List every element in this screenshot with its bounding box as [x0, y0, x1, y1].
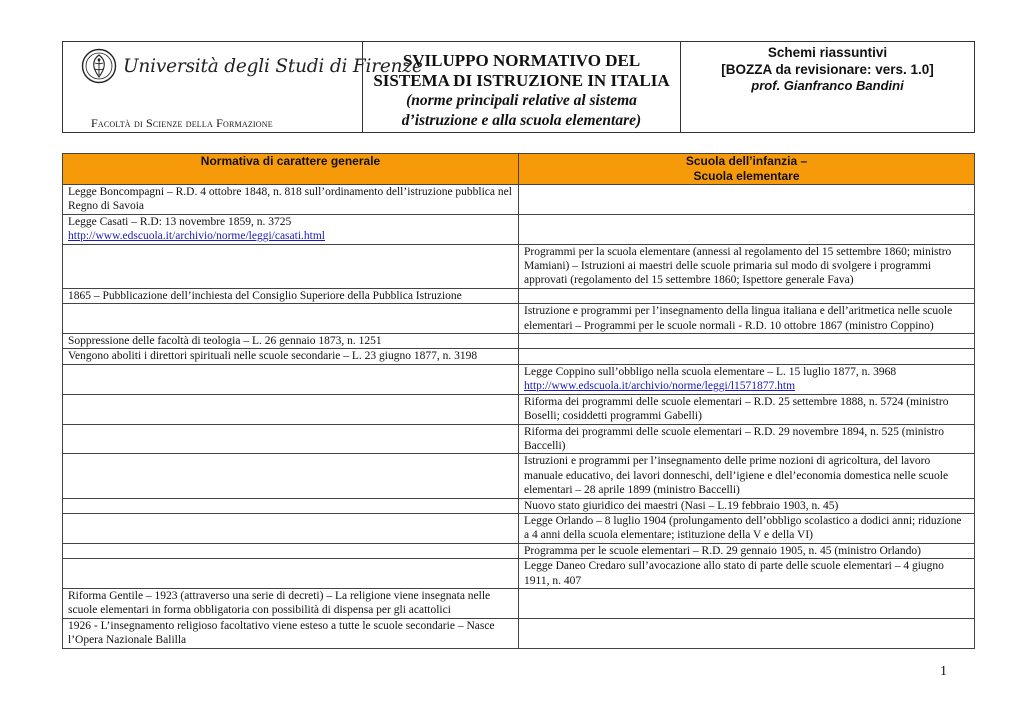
- norm-text: Soppressione delle facoltà di teologia – L. 26 gennaio 1873, n. 1251: [68, 335, 382, 348]
- table-row: [63, 288, 975, 303]
- general-norm-cell: [63, 588, 519, 618]
- table-row: [63, 394, 975, 424]
- table-row: [63, 349, 975, 364]
- school-norm-cell: [519, 588, 975, 618]
- general-norm-cell: [63, 244, 519, 288]
- school-norm-cell: [519, 214, 975, 244]
- table-header-row: [63, 154, 975, 185]
- archive-link[interactable]: http://www.edscuola.it/archivio/norme/leggi/l1571877.htm: [524, 380, 796, 393]
- header-title-cell: [362, 42, 680, 132]
- norm-text: 1865 – Pubblicazione dell’inchiesta del Consiglio Superiore della Pubblica Istruzione: [68, 289, 462, 302]
- table-row: [63, 364, 975, 394]
- general-norm-cell: [63, 543, 519, 558]
- document-title-line-1: SVILUPPO NORMATIVO DEL: [402, 51, 641, 70]
- school-norm-cell: [519, 185, 975, 215]
- norm-text: Legge Coppino sull’obbligo nella scuola elementare – L. 15 luglio 1877, n. 3968: [524, 365, 897, 378]
- general-norm-cell: [63, 364, 519, 394]
- general-norm-cell: [63, 394, 519, 424]
- table-row: [63, 214, 975, 244]
- norm-text: Legge Daneo Credaro sull’avocazione allo stato di parte delle scuole elementari – 4 giugno 1911, n. 407: [524, 560, 944, 587]
- norm-text: Legge Orlando – 8 luglio 1904 (prolungamento dell’obbligo scolastico a dodici anni; riduzione a 4 anni della scuola elementare; istituzione della V e della VI): [524, 514, 962, 542]
- school-norm-cell: [519, 394, 975, 424]
- school-norm-cell: [519, 618, 975, 648]
- school-norm-cell: [519, 288, 975, 303]
- table-row: [63, 334, 975, 349]
- norm-text: Vengono aboliti i direttori spirituali nelle scuole secondarie – L. 23 giugno 1877, n. 3198: [68, 350, 478, 363]
- school-norm-cell: [519, 424, 975, 454]
- norm-text: Riforma dei programmi delle scuole elementari – R.D. 29 novembre 1894, n. 525 (ministro Baccelli): [524, 425, 944, 452]
- column-header-school-line-1: Scuola dell’infanzia –: [685, 154, 808, 168]
- university-name: Università degli Studi di Firenze: [123, 55, 423, 77]
- header-logo-cell: [63, 42, 423, 132]
- school-norm-cell: [519, 543, 975, 558]
- document-subtitle-line-2: d’istruzione e alla scuola elementare): [401, 112, 642, 129]
- table-row: [63, 454, 975, 498]
- school-norm-cell: [519, 513, 975, 543]
- school-norm-cell: [519, 364, 975, 394]
- norm-text: Legge Casati – R.D: 13 novembre 1859, n. 3725: [68, 215, 292, 228]
- table-row: [63, 424, 975, 454]
- school-norm-cell: [519, 454, 975, 498]
- document-title-line-2: SISTEMA DI ISTRUZIONE IN ITALIA: [373, 71, 670, 90]
- norm-text: Istruzioni e programmi per l’insegnamento delle prime nozioni di agricoltura, del lavoro manuale educativo, dei lavori donneschi, dell’igiene e dlel’economia domestica nelle scuole elementari – 28 aprile 1899 (ministro Baccelli): [524, 455, 949, 497]
- table-body: [63, 185, 975, 649]
- column-header-general: [63, 154, 519, 185]
- general-norm-cell: [63, 288, 519, 303]
- norm-text: Riforma Gentile – 1923 (attraverso una serie di decreti) – La religione viene insegnata nelle scuole elementari in forma obbligatoria con possibilità di dispensa per gli acattolici: [68, 589, 491, 617]
- document-header: [62, 41, 975, 133]
- page-number: 1: [940, 664, 947, 679]
- school-norm-cell: [519, 244, 975, 288]
- column-header-school: [519, 154, 975, 185]
- general-norm-cell: [63, 349, 519, 364]
- norm-text: Programmi per la scuola elementare (annessi al regolamento del 15 settembre 1860; ministro Mamiani) – Istruzioni ai maestri delle scuole primaria sul modo di svolgere i programmi approvati (regolamento del 15 settembre 1860; Ispettore generale Fava): [524, 245, 952, 287]
- draft-version-label: [BOZZA da revisionare: vers. 1.0]: [721, 62, 934, 77]
- document-subtitle-line-1: (norme principali relative al sistema: [406, 92, 637, 109]
- column-header-school-line-2: Scuola elementare: [693, 169, 800, 183]
- header-info-cell: [680, 42, 974, 132]
- school-norm-cell: [519, 498, 975, 513]
- norm-text: Riforma dei programmi delle scuole elementari – R.D. 25 settembre 1888, n. 5724 (ministro Boselli; cosiddetti programmi Gabelli): [524, 395, 949, 423]
- legislation-table: [62, 153, 975, 649]
- general-norm-cell: [63, 214, 519, 244]
- university-seal-icon: [81, 48, 117, 84]
- table-row: [63, 588, 975, 618]
- table-row: [63, 244, 975, 288]
- schema-label: Schemi riassuntivi: [767, 45, 888, 60]
- author-name: prof. Gianfranco Bandini: [751, 78, 904, 93]
- general-norm-cell: [63, 498, 519, 513]
- general-norm-cell: [63, 559, 519, 589]
- general-norm-cell: [63, 424, 519, 454]
- norm-text: Istruzione e programmi per l’insegnamento della lingua italiana e dell’aritmetica nelle scuole elementari – Programmi per le scuole normali - R.D. 10 ottobre 1867 (ministro Coppino): [524, 305, 953, 332]
- table-row: [63, 304, 975, 334]
- norm-text: Programma per le scuole elementari – R.D. 29 gennaio 1905, n. 45 (ministro Orlando): [524, 544, 921, 557]
- general-norm-cell: [63, 304, 519, 334]
- table-row: [63, 185, 975, 215]
- norm-text: Nuovo stato giuridico dei maestri (Nasi – L.19 febbraio 1903, n. 45): [524, 499, 839, 512]
- school-norm-cell: [519, 304, 975, 334]
- column-header-general-label: Normativa di carattere generale: [200, 154, 381, 168]
- table-row: [63, 513, 975, 543]
- faculty-name: Facoltà di Scienze della Formazione: [91, 116, 273, 130]
- school-norm-cell: [519, 334, 975, 349]
- table-row: [63, 498, 975, 513]
- general-norm-cell: [63, 513, 519, 543]
- general-norm-cell: [63, 334, 519, 349]
- general-norm-cell: [63, 618, 519, 648]
- archive-link[interactable]: http://www.edscuola.it/archivio/norme/leggi/casati.html: [68, 230, 325, 243]
- school-norm-cell: [519, 559, 975, 589]
- table-row: [63, 543, 975, 558]
- norm-text: Legge Boncompagni – R.D. 4 ottobre 1848, n. 818 sull’ordinamento dell’istruzione pubblica nel Regno di Savoia: [68, 186, 512, 213]
- general-norm-cell: [63, 185, 519, 215]
- table-row: [63, 618, 975, 648]
- school-norm-cell: [519, 349, 975, 364]
- norm-text: 1926 - L’insegnamento religioso facoltativo viene esteso a tutte le scuole secondarie – Nasce l’Opera Nazionale Balilla: [68, 619, 495, 647]
- general-norm-cell: [63, 454, 519, 498]
- table-row: [63, 559, 975, 589]
